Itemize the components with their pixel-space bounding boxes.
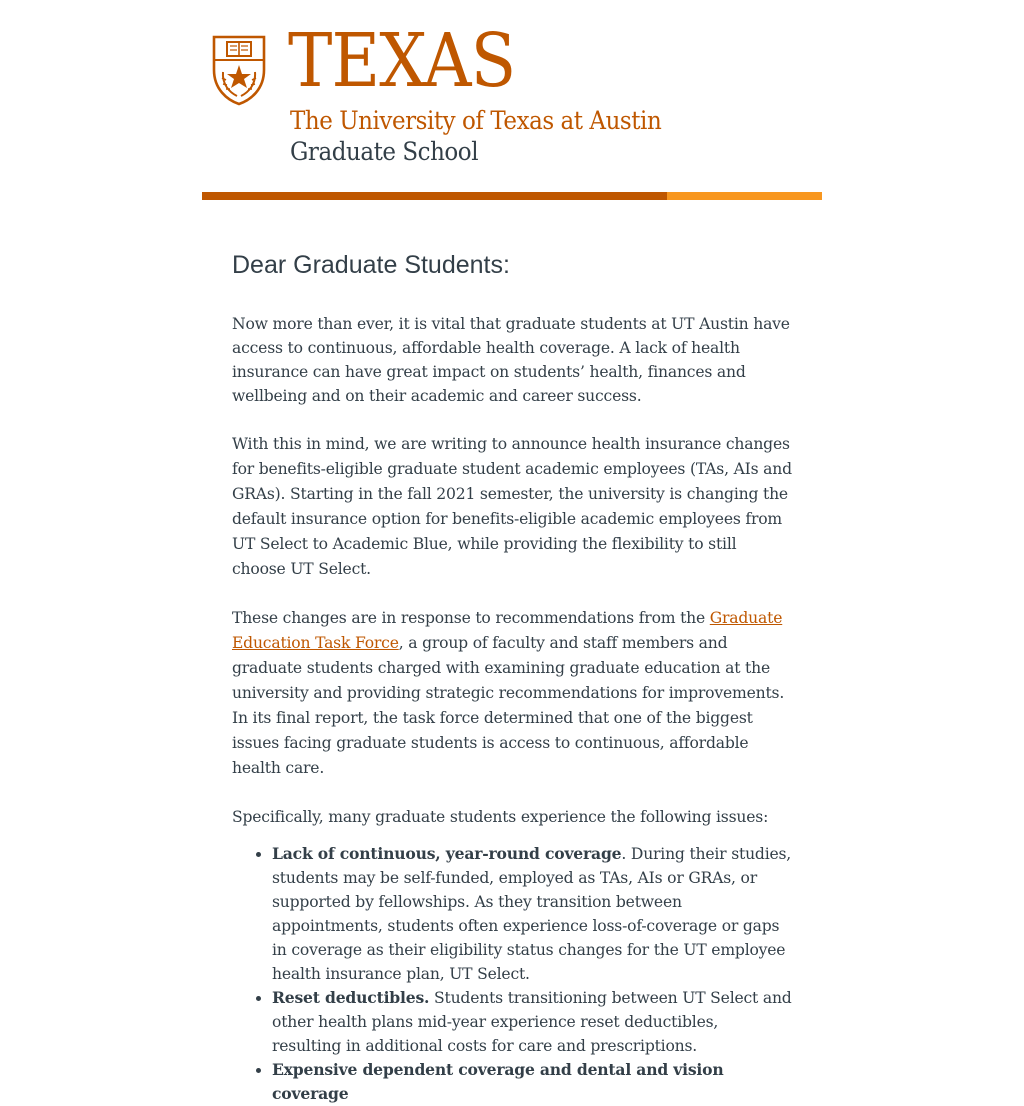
issue-title: Expensive dependent coverage and dental and vision coverage bbox=[272, 1060, 724, 1103]
list-item bbox=[272, 842, 792, 986]
paragraph-task-force bbox=[232, 606, 792, 781]
greeting-heading: Dear Graduate Students: bbox=[232, 251, 510, 279]
email-header bbox=[202, 0, 822, 200]
email-container bbox=[202, 0, 822, 1106]
texas-wordmark: TEXAS bbox=[288, 18, 516, 104]
issue-title: Reset deductibles. bbox=[272, 988, 430, 1007]
divider-light-segment bbox=[667, 192, 822, 200]
paragraph-intro: Now more than ever, it is vital that graduate students at UT Austin have access to continuous, affordable health coverage. A lack of health insurance can have great impact on students’ health, finances and wellbeing and on their academic and career success. bbox=[232, 315, 790, 405]
paragraph-issues-intro: Specifically, many graduate students experience the following issues: bbox=[232, 808, 769, 826]
issue-text: . During their studies, students may be self-funded, employed as TAs, AIs or GRAs, or supported by fellowships. As they transition between appointments, students often experience loss-of-coverage or gaps in coverage as their eligibility status changes for the UT employee health insurance plan, UT Select. bbox=[272, 845, 792, 983]
divider-dark-segment bbox=[202, 192, 667, 200]
email-body bbox=[202, 200, 822, 1106]
task-force-text-after: , a group of faculty and staff members and graduate students charged with examining graduate education at the university and providing strategic recommendations for improvements. In its final report, the task force determined that one of the biggest issues facing graduate students is access to continuous, affordable health care. bbox=[232, 634, 785, 777]
university-name: The University of Texas at Austin bbox=[290, 106, 662, 135]
issue-title: Lack of continuous, year-round coverage bbox=[272, 844, 622, 863]
task-force-text-before: These changes are in response to recommendations from the bbox=[232, 609, 710, 627]
task-force-link[interactable]: Graduate Education Task Force bbox=[232, 609, 783, 652]
issues-list bbox=[232, 842, 792, 1106]
paragraph-announcement: With this in mind, we are writing to announce health insurance changes for benefits-eligible graduate student academic employees (TAs, AIs and GRAs). Starting in the fall 2021 semester, the university is changing the default insurance option for benefits-eligible academic employees from UT Select to Academic Blue, while providing the flexibility to still choose UT Select. bbox=[232, 435, 792, 578]
header-divider bbox=[202, 192, 822, 200]
issue-text: Students transitioning between UT Select and other health plans mid-year experience reset deductibles, resulting in additional costs for care and prescriptions. bbox=[272, 989, 792, 1055]
list-item bbox=[272, 1058, 792, 1106]
list-item bbox=[272, 986, 792, 1058]
ut-seal-icon bbox=[211, 34, 267, 106]
department-name: Graduate School bbox=[290, 137, 479, 166]
